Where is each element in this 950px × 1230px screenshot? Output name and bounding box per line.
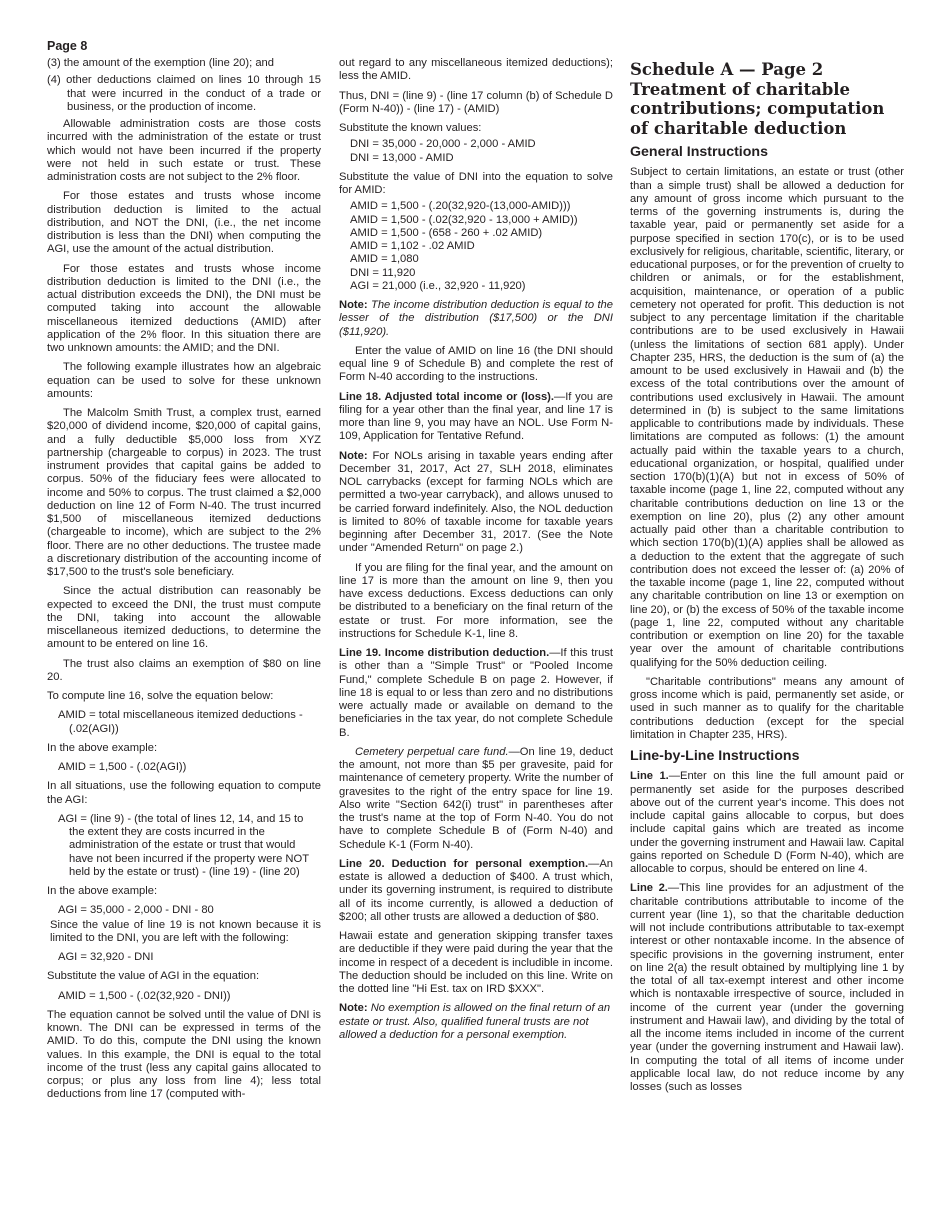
- note-label: Note:: [339, 1002, 368, 1015]
- paragraph: Allowable administration costs are those costs incurred with the administration of the estate or trust which would not have been incurred if the property were not held in such estate or trust. These administration costs are not subject to the 2% floor.: [47, 118, 321, 183]
- note-label: Note:: [339, 299, 368, 311]
- paragraph: To compute line 16, solve the equation below:: [47, 690, 274, 702]
- equation-line: AGI = 21,000 (i.e., 32,920 - 11,920): [350, 279, 526, 292]
- equation: AMID = 1,500 - (.02(32,920 - DNI)): [58, 989, 231, 1002]
- line-18-instructions: [339, 391, 613, 444]
- paragraph: Substitute the known values:: [339, 122, 482, 134]
- list-item: (4) other deductions claimed on lines 10 through 15 that were incurred in the conduct of a trade or business, or the production of income.: [47, 74, 321, 113]
- line-2-instructions: [630, 882, 904, 1094]
- paragraph: The equation cannot be solved until the value of DNI is known. The DNI can be expressed in terms of the AMID. To do this, compute the DNI using the known values. In this example, the DNI is equal to the total income of the trust (less any capital gains allocated to corpus; or plus any loss from line 4); less total deductions from line 17 (computed with-: [47, 1008, 321, 1101]
- paragraph: In all situations, use the following equation to compute the AGI:: [47, 780, 321, 806]
- paragraph: In the above example:: [47, 741, 158, 754]
- list-item: (3) the amount of the exemption (line 20); and: [47, 57, 274, 69]
- note-text: For NOLs arising in taxable years ending after December 31, 2017, Act 27, SLH 2018, eliminates NOL carrybacks (except for farming NOLs which are permitted a two-year carryback), and allows unused to be carried forward indefinitely. Also, the NOL deduction is limited to 80% of taxable income for taxable years beginning after December 31, 2017. (See the Note under "Amended Return" on page 2.): [339, 449, 614, 555]
- paragraph: For those estates and trusts whose income distribution deduction is limited to the actual distribution, and NOT the DNI, (i.e., the net income distribution is less than the DNI) when computing the AGI, use the amount of the actual distribution.: [47, 190, 321, 256]
- line-2-heading: Line 2.: [630, 882, 668, 895]
- note-text: The income distribution deduction is equal to the lesser of the distribution ($17,500) or the DNI ($11,920).: [339, 299, 613, 338]
- line-18-text: —If you are filing for a year other than the final year, and line 17 is more than line 9, you may have an NOL. Use Form N-109, Application for Tentative Refund.: [339, 390, 613, 443]
- paragraph: The trust also claims an exemption of $80 on line 20.: [47, 657, 321, 683]
- cemetery-heading: Cemetery perpetual care fund.: [355, 745, 509, 758]
- column-middle: [339, 57, 613, 1048]
- paragraph: "Charitable contributions" means any amount of gross income which is paid, permanently set aside, or used in such manner as to qualify for the charitable contributions deduction (except for the special limitation in Chapter 235, HRS).: [630, 675, 904, 741]
- paragraph: If you are filing for the final year, and the amount on line 17 is more than the amount on line 9, then you have excess deductions. Excess deductions can only be distributed to a beneficiary on the final return of the estate or trust. For more information, see the instructions for Schedule K-1, line 8.: [339, 561, 613, 640]
- paragraph: Subject to certain limitations, an estate or trust (other than a simple trust) shall be allowed a deduction for any amount of gross income which pursuant to the terms of the governing instruments is, during the taxable year, paid or permanently set aside for a purpose specified in section 170(c), or is to be used exclusively for religious, charitable, scientific, literary, or educational purposes, or for the prevention of cruelty to children or animals, or for the establishment, acquisition, maintenance, or operation of a public cemetery not operated for profit. This deduction is not subject to any percentage limitation if the charitable contributions are to be used exclusively in Hawaii (unless the limitations of section 681 apply). Under Chapter 235, HRS, the deduction is the sum of (a) the amount to be used exclusively in Hawaii and (b) the excess of the total contributions over the amount of contributions used exclusively in Hawaii. The amount determined in (b) is subject to the same limitations applicable to contributions made by individuals. These limitations are computed as follows: (1) the amount actually paid within the taxable years to a church, educational organization, or hospital, qualified under section 170(b)(1)(A) but not in excess of 50% of taxable income (page 1, line 22, computed without any charitable contributions deduction on line 13 or the exemption on line 20), plus (2) any other amount actually paid other than a charitable contribution to which section 170(b)(1)(A) applies shall be allowed as a deduction to the extent that the aggregate of such contribution does not exceed the lesser of: (a) 20% of the taxable income (page 1, line 22, computed without any charitable contribution on line 13 or exemption on line 20), or (b) the excess of 50% of the taxable income (page 1, line 22, computed without any charitable contribution or exemption on line 20) for the taxable year over the amount of charitable contributions qualifying for the 50% deduction ceiling.: [630, 166, 904, 669]
- page-number: Page 8: [47, 39, 88, 53]
- equation-block: [350, 138, 613, 165]
- equation-line: AMID = 1,500 - (658 - 260 + .02 AMID): [350, 226, 543, 239]
- line-1-heading: Line 1.: [630, 770, 669, 783]
- equation: AGI = 35,000 - 2,000 - DNI - 80: [58, 904, 214, 917]
- paragraph: Hawaii estate and generation skipping transfer taxes are deductible if they were paid during the year that the income in respect of a decedent is includible in income. The deduction should be included on this line. Write on the dotted line "Hi Est. tax on IRD $XXX".: [339, 930, 613, 995]
- paragraph: The Malcolm Smith Trust, a complex trust, earned $20,000 of dividend income, $20,000 of capital gains, and a fully deductible $5,000 loss from XYZ partnership (chargeable to corpus) in 2023. The trust instrument provides that capital gains be added to corpus. 50% of the fiduciary fees were allocated to income and 50% to corpus. The trust claimed a $2,000 deduction on line 12 of Form N-40. The trust incurred $1,500 of miscellaneous itemized deductions (chargeable to income), which are subject to the 2% floor. There are no other deductions. The trustee made a discretionary distribution of the accounting income of $17,500 to the trust's sole beneficiary.: [47, 407, 321, 578]
- line-20-text: —An estate is allowed a deduction of $400. A trust which, under its governing instrument, is required to distribute all of its income currently, is allowed a deduction of $200; all other trusts are allowed a deduction of $80.: [339, 857, 613, 923]
- equation-line: AMID = 1,080: [350, 253, 419, 266]
- paragraph: Thus, DNI = (line 9) - (line 17 column (b) of Schedule D (Form N-40)) - (line 17) - (AMID): [339, 89, 613, 115]
- equation: AGI = 32,920 - DNI: [58, 951, 154, 963]
- line-2-text: —This line provides for an adjustment of the charitable contributions attributable to income of the current year (line 1), so that the charitable deduction will not include contributions attributable to tax-exempt interest or other nontaxable income. In the absence of specific provisions in the governing instrument, enter on line 2(a) the result obtained by multiplying line 1 by the total of all tax-exempt interest and other income which is nontaxable irrespective of source, included in income of the current year (under the governing instrument and Hawaii law), and dividing by the total of all the income items included in income of the current year (under the governing instrument and Hawaii law). In computing the total of all items of income under applicable local law, do not reduce income by any losses (such as losses: [630, 882, 905, 1093]
- note: [339, 450, 613, 556]
- paragraph: Since the value of line 19 is not known because it is limited to the DNI, you are left with the following:: [50, 918, 321, 944]
- paragraph: Substitute the value of AGI in the equation:: [47, 970, 260, 983]
- line-20-instructions: [339, 858, 613, 924]
- line-1-text: —Enter on this line the full amount paid or permanently set aside for the purposes described above out of the current year's income. This does not include capital gains allocable to corpus, but does include capital gains which are treated as income under the governing instrument and Hawaii law. Capital gains reported on Schedule D (Form N-40), which are allocable to corpus, should be entered on line 4.: [630, 770, 904, 875]
- schedule-a-title: Schedule A — Page 2 Treatment of charitable contributions; computation of charitable deduction: [630, 60, 885, 138]
- column-left: [47, 57, 321, 1108]
- paragraph: Since the actual distribution can reasonably be expected to exceed the DNI, the trust must compute the DNI, taking into account the allowable miscellaneous itemized deductions, to determine the amount to be entered on line 16.: [47, 585, 321, 651]
- line-19-text: —If this trust is other than a "Simple Trust" or "Pooled Income Fund," complete Schedule B on page 2. However, if line 18 is equal to or less than zero and no distributions were actually made or available on demand to the beneficiaries in the tax year, do not complete Schedule B.: [339, 647, 613, 739]
- equation: AMID = 1,500 - (.02(AGI)): [58, 761, 187, 773]
- note-label: Note:: [339, 449, 368, 462]
- line-1-instructions: [630, 770, 904, 876]
- equation-line: DNI = 35,000 - 20,000 - 2,000 - AMID: [350, 138, 536, 151]
- line-19-instructions: [339, 647, 613, 740]
- line-20-heading: Line 20. Deduction for personal exemption.: [339, 857, 589, 870]
- equation-block: [350, 200, 613, 293]
- column-right: [630, 57, 904, 1100]
- paragraph: Enter the value of AMID on line 16 (the DNI should equal line 9 of Schedule B) and complete the rest of Form N-40 according to the instructions.: [339, 344, 613, 384]
- cemetery-care-fund: [339, 746, 613, 852]
- equation: AMID = total miscellaneous itemized deductions - (.02(AGI)): [58, 709, 303, 735]
- note: [339, 1002, 613, 1042]
- cemetery-text: —On line 19, deduct the amount, not more than $5 per gravesite, paid for maintenance of cemetery property. Write the number of gravesites to the right of the entry space for line 19. Also write "Section 642(i) trust" in parentheses after the trust's name at the top of Form N-40. You do not have to complete Schedule B of (Form N-40) and Schedule K-1 (Form N-40).: [339, 745, 613, 851]
- paragraph: Substitute the value of DNI into the equation to solve for AMID:: [339, 170, 613, 196]
- paragraph: For those estates and trusts whose income distribution deduction is limited to the DNI (i.e., the actual distribution exceeds the DNI), the DNI must be computed taking into account the allowable miscellaneous itemized deductions (AMID) after application of the 2% floor. In this situation there are two unknown amounts: the AMID; and the DNI.: [47, 262, 321, 354]
- equation-line: DNI = 11,920: [350, 266, 416, 279]
- paragraph: out regard to any miscellaneous itemized deductions); less the AMID.: [339, 57, 613, 83]
- equation-line: DNI = 13,000 - AMID: [350, 151, 454, 164]
- equation-line: AMID = 1,500 - (.02(32,920 - 13,000 + AMID)): [350, 213, 578, 226]
- equation-line: AMID = 1,500 - (.20(32,920-(13,000-AMID))): [350, 200, 571, 213]
- equation: AGI = (line 9) - (the total of lines 12, 14, and 15 to the extent they are costs incurred in the administration of the estate or trust that would have not been incurred if the property were NOT held by the estate or trust) - (line 19) - (line 20): [58, 812, 309, 878]
- paragraph: The following example illustrates how an algebraic equation can be used to solve for these unknown amounts:: [47, 361, 321, 400]
- note: [339, 299, 613, 339]
- paragraph: In the above example:: [47, 885, 158, 897]
- line-18-heading: Line 18. Adjusted total income or (loss).: [339, 390, 555, 403]
- line-by-line-heading: Line-by-Line Instructions: [630, 748, 800, 764]
- general-instructions-heading: General Instructions: [630, 144, 768, 160]
- equation-line: AMID = 1,102 - .02 AMID: [350, 240, 475, 252]
- note-text: No exemption is allowed on the final return of an estate or trust. Also, qualified funeral trusts are not allowed a deduction for a personal exemption.: [339, 1002, 611, 1041]
- line-19-heading: Line 19. Income distribution deduction.: [339, 647, 550, 659]
